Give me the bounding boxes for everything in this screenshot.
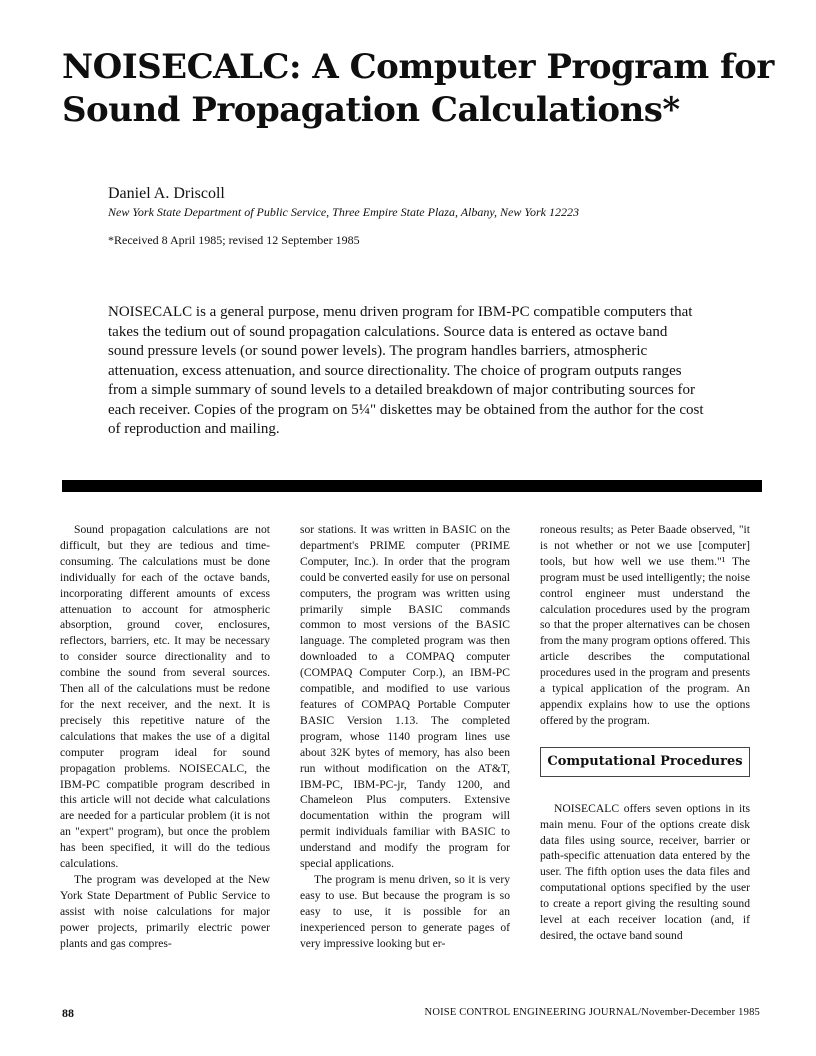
- page-number: 88: [62, 1006, 74, 1020]
- abstract: NOISECALC is a general purpose, menu driven program for IBM-PC compatible computers that takes the tedium out of sound propagation calculations. Source data is entered as octave band sound pressure levels (or sound power levels). The program handles barriers, atmospheric attenuation, excess attenuation, and source directionality. The choice of program outputs ranges from a simple summary of sound levels to a detailed breakdown of major contributing sources for each receiver. Copies of the program on 5¼" diskettes may be obtained from the author for the cost of reproduction and mailing.: [108, 304, 704, 437]
- journal-citation: NOISE CONTROL ENGINEERING JOURNAL/November-December 1985: [424, 1007, 760, 1018]
- section-heading: Computational Procedures: [540, 747, 750, 777]
- section-divider-rule: [62, 480, 762, 492]
- body-paragraph: roneous results; as Peter Baade observed, "it is not whether or not we use [computer] tools, but how well we use them."¹ The program must be used intelligently; the noise control engineer must understand the calculation procedures used by the program so that the proper alternatives can be chosen from the many program options offered. This article describes the computational procedures used in the program and presents a typical application of the program. An appendix explains how to use the options offered by the program.: [540, 523, 750, 727]
- received-date: *Received 8 April 1985; revised 12 September 1985: [108, 233, 360, 247]
- author-affiliation: New York State Department of Public Service, Three Empire State Plaza, Albany, New York 12223: [108, 205, 579, 219]
- body-paragraph: The program was developed at the New York State Department of Public Service to assist with noise calculations for major power projects, primarily electric power plants and gas compres-: [60, 872, 270, 950]
- author-name: Daniel A. Driscoll: [108, 185, 225, 202]
- body-column-2: [300, 522, 510, 951]
- article-title: NOISECALC: A Computer Program for Sound Propagation Calculations*: [62, 47, 774, 130]
- body-paragraph: sor stations. It was written in BASIC on the department's PRIME computer (PRIME Computer, Inc.). In order that the program could be converted easily for use on personal computers, the program was written using primarily simple BASIC commands common to most versions of the BASIC language. The completed program was then downloaded to a COMPAQ computer (COMPAQ Computer Corp.), an IBM-PC compatible, and modified to use various features of COMPAQ Portable Computer BASIC Version 1.13. The completed program, whose 1140 program lines use about 32K bytes of memory, has also been run without modification on the AT&T, IBM-PC, IBM-PC-jr, Tandy 1200, and Chameleon Plus computers. Extensive documentation within the program will permit individuals familiar with BASIC to understand and modify the program for special applications.: [300, 523, 510, 871]
- body-paragraph: Sound propagation calculations are not difficult, but they are tedious and time-consuming. The calculations must be done individually for each of the octave bands, incorporating different amounts of excess attenuation to account for atmospheric absorption, ground cover, enclosures, reflectors, barriers, etc. It may be necessary to consider source directionality and to combine the sound from several sources. Then all of the calculations must be redone for the next receiver, and the next. It is precisely this repetitive nature of the calculations that makes the use of a digital computer program ideal for sound propagation problems. NOISECALC, the IBM-PC compatible program described in this article will not decide what calculations are needed for a particular problem (it is not an "expert" program), but once the problem has been specified, it will do the tedious calculations.: [60, 523, 270, 871]
- body-paragraph: NOISECALC offers seven options in its main menu. Four of the options create disk data files using source, receiver, barrier or path-specific attenuation data entered by the user. The fifth option uses the data files and computational options specified by the user to create a report giving the resulting sound level at each receiver location (and, if desired, the octave band sound: [540, 801, 750, 942]
- body-paragraph: The program is menu driven, so it is very easy to use. But because the program is so easy to use, it is possible for an inexperienced person to generate pages of very impressive looking but er-: [300, 872, 510, 950]
- body-column-3: [540, 522, 750, 944]
- body-column-1: [60, 522, 270, 951]
- author-block: [108, 184, 728, 248]
